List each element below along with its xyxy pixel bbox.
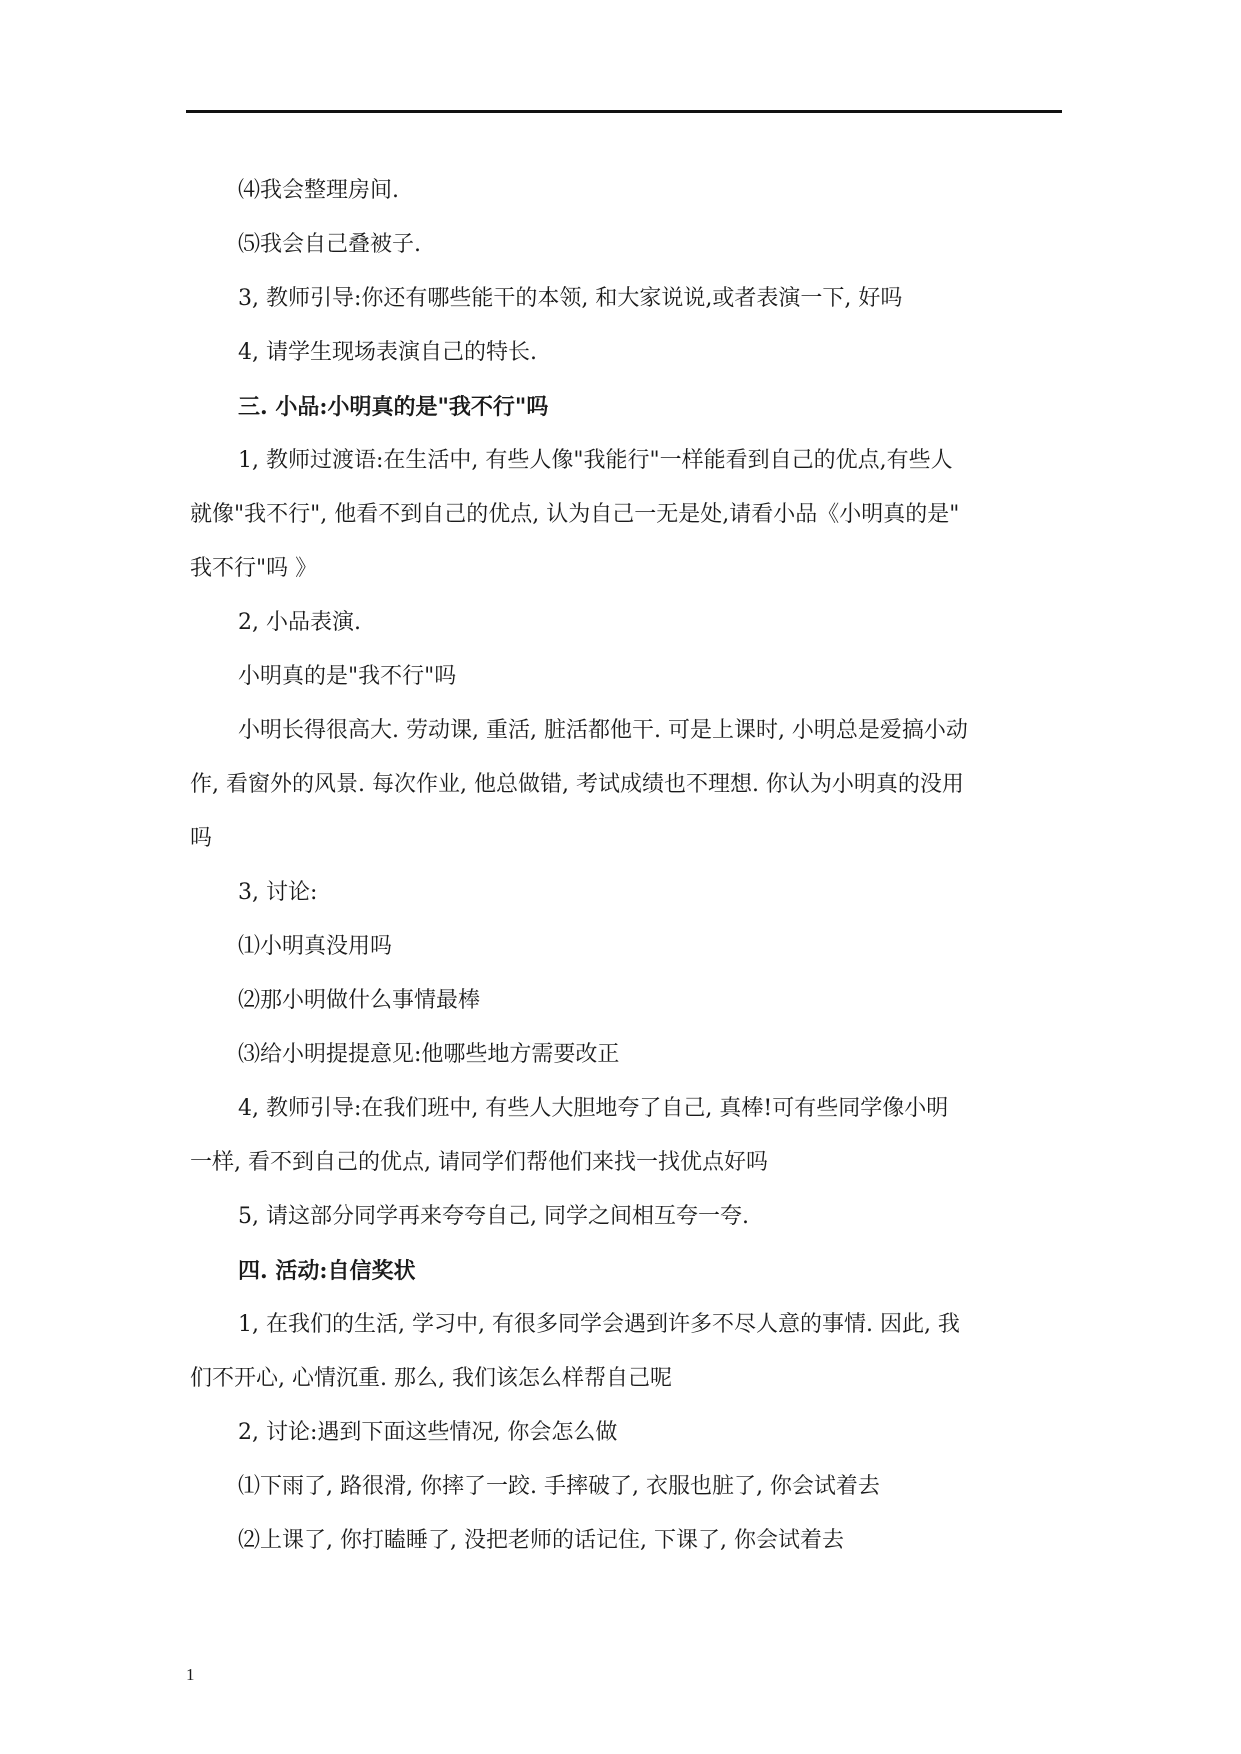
text-line: ⑶给小明提提意见:他哪些地方需要改正 [238, 1042, 620, 1067]
text-line: 就像"我不行", 他看不到自己的优点, 认为自己一无是处,请看小品《小明真的是" [190, 502, 960, 527]
text-line: 2, 小品表演. [238, 610, 361, 635]
text-line: 小明长得很高大. 劳动课, 重活, 脏活都他干. 可是上课时, 小明总是爱搞小动 [238, 718, 968, 743]
section-heading: 三. 小品:小明真的是"我不行"吗 [238, 394, 549, 420]
text-line: 1, 教师过渡语:在生活中, 有些人像"我能行"一样能看到自己的优点,有些人 [238, 448, 953, 473]
text-line: 4, 请学生现场表演自己的特长. [238, 340, 537, 365]
text-line: 小明真的是"我不行"吗 [238, 664, 457, 689]
section-heading: 四. 活动:自信奖状 [238, 1258, 416, 1284]
text-line: ⑴下雨了, 路很滑, 你摔了一跤. 手摔破了, 衣服也脏了, 你会试着去 [238, 1474, 880, 1499]
text-line: 3, 教师引导:你还有哪些能干的本领, 和大家说说,或者表演一下, 好吗 [238, 286, 903, 311]
text-line: 1, 在我们的生活, 学习中, 有很多同学会遇到许多不尽人意的事情. 因此, 我 [238, 1312, 960, 1337]
text-line: 吗 [190, 826, 213, 851]
text-line: 作, 看窗外的风景. 每次作业, 他总做错, 考试成绩也不理想. 你认为小明真的没用 [190, 772, 964, 797]
text-line: ⑸我会自己叠被子. [238, 232, 421, 257]
text-line: 3, 讨论: [238, 880, 318, 905]
text-line: ⑴小明真没用吗 [238, 934, 393, 959]
text-line: ⑵上课了, 你打瞌睡了, 没把老师的话记住, 下课了, 你会试着去 [238, 1528, 844, 1553]
text-line: ⑷我会整理房间. [238, 178, 399, 203]
page-number: 1 [186, 1665, 195, 1684]
header-rule [186, 110, 1062, 113]
text-line: 2, 讨论:遇到下面这些情况, 你会怎么做 [238, 1420, 618, 1445]
text-line: 我不行"吗 》 [190, 556, 318, 581]
text-line: 4, 教师引导:在我们班中, 有些人大胆地夸了自己, 真棒!可有些同学像小明 [238, 1096, 949, 1121]
text-line: 5, 请这部分同学再来夸夸自己, 同学之间相互夸一夸. [238, 1204, 749, 1229]
document-body [190, 164, 1056, 1568]
text-line: ⑵那小明做什么事情最棒 [238, 988, 481, 1013]
text-line: 们不开心, 心情沉重. 那么, 我们该怎么样帮自己呢 [190, 1366, 672, 1391]
text-line: 一样, 看不到自己的优点, 请同学们帮他们来找一找优点好吗 [190, 1150, 768, 1175]
